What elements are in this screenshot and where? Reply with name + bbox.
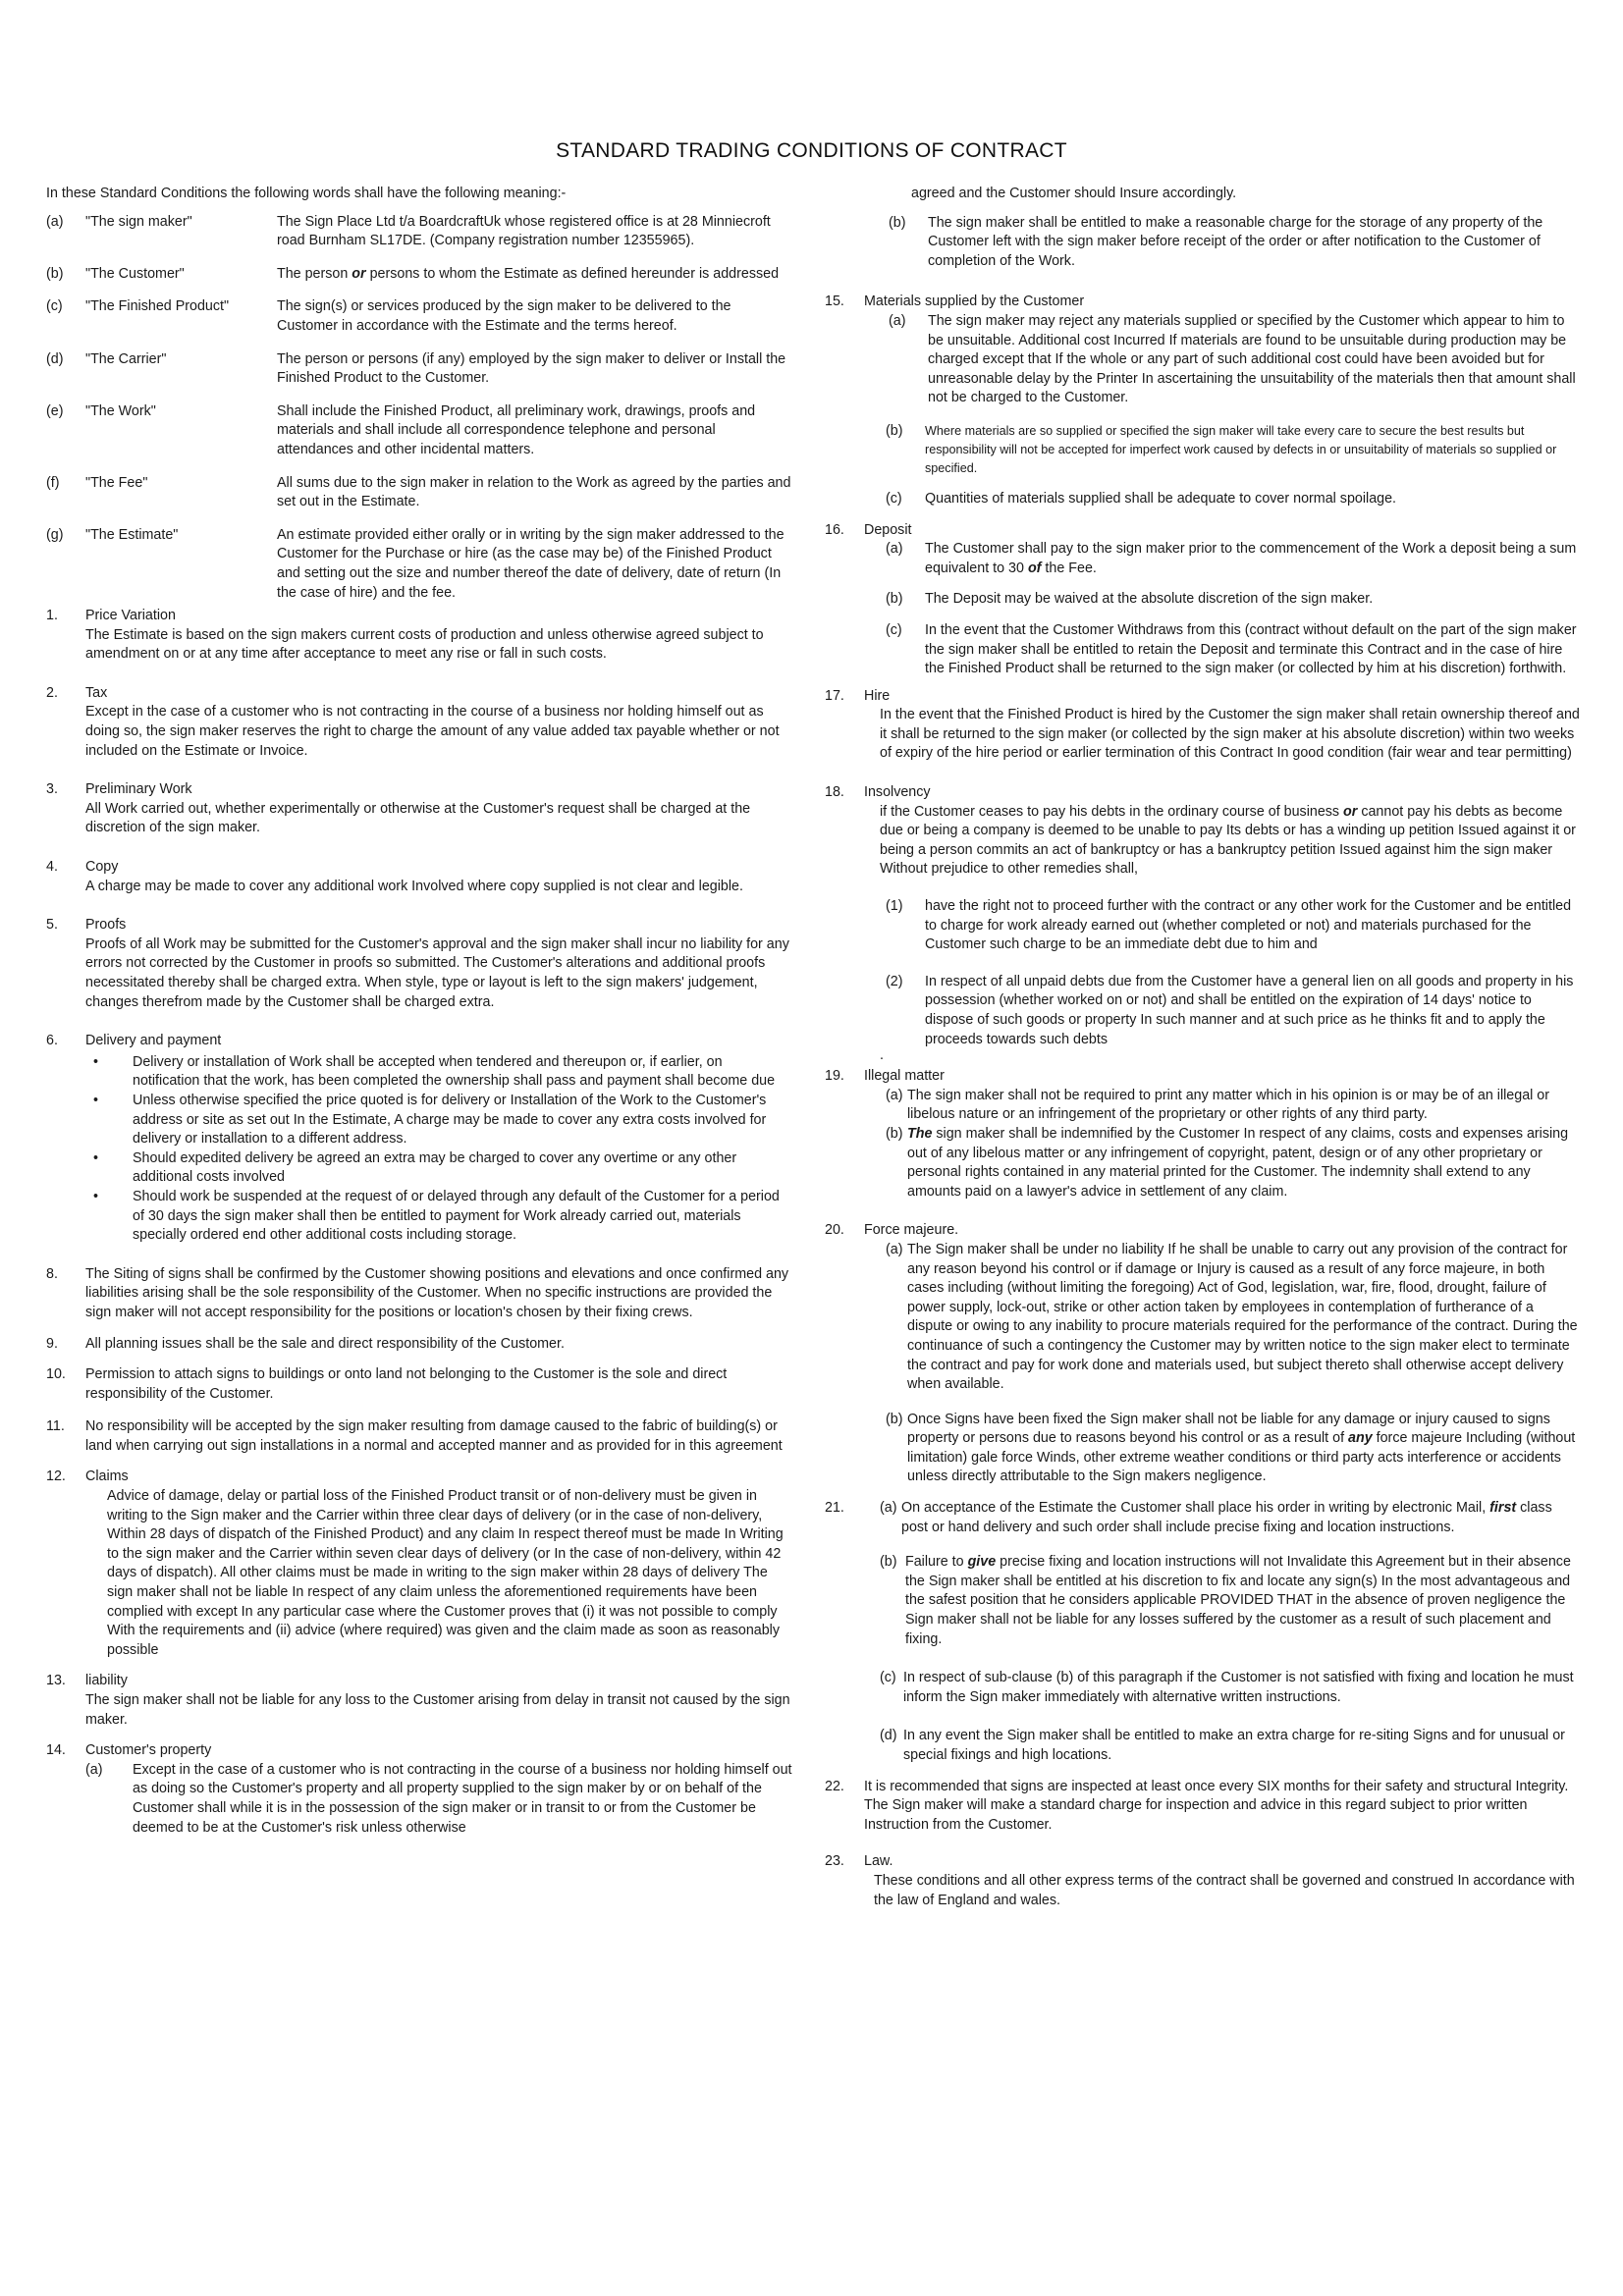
definition-text: An estimate provided either orally or in writing by the sign maker addressed to the Customer for the Purchase or hire (as the case may be) of the Finished Product and setting out the size and number thereof the date of delivery, date of return (In the case of hire) and the fee. (277, 526, 784, 601)
text-part: Once Signs have been fixed the Sign maker shall not be liable for any damage or injury caused to signs property or persons due to reasons beyond his control or as a result of (907, 1411, 1550, 1447)
section-number: 15. (825, 294, 844, 310)
section-siting (46, 1265, 792, 1323)
section-force-majeure (825, 1221, 1581, 1487)
definition-label: (e) (46, 402, 64, 419)
section-copy (46, 858, 792, 896)
section-text: Permission to attach signs to buildings or onto land not belonging to the Customer is the sole and direct responsibility of the Customer. (85, 1366, 728, 1402)
bullet-icon: • (93, 1188, 99, 1204)
subclause-label: (a) (886, 1241, 903, 1257)
emphasis: or (1343, 803, 1358, 820)
text-part: precise fixing and location instructions will not Invalidate this Agreement but in their absence the Sign maker shall be entitled at his discretion to fix and locate any sign(s) In the most advantageous and the safest position that he considers applicable PROVIDED THAT in the absence of proven negligence the Sign maker shall not be liable for any losses suffered by the customer as a result of such placement and fixing. (905, 1554, 1571, 1647)
emphasis: of (1027, 560, 1042, 576)
subclause-text: Quantities of materials supplied shall be adequate to cover normal spoilage. (925, 490, 1397, 507)
subclause-text: In any event the Sign maker shall be entitled to make an extra charge for re-siting Signs and for unusual or special fixings and high locations. (903, 1728, 1565, 1763)
section-tax (46, 684, 792, 761)
list-item-text: Should expedited delivery be agreed an extra may be charged to cover any overtime or any other additional costs involved (133, 1149, 737, 1186)
section-hire (825, 687, 1581, 764)
subclause (825, 1087, 1581, 1125)
definition-label: (g) (46, 526, 64, 543)
subclause (825, 973, 1581, 1049)
section-proofs (46, 916, 792, 1012)
subclause (825, 1727, 1581, 1765)
section-delivery-payment (46, 1032, 792, 1246)
section-title: Delivery and payment (85, 1033, 222, 1049)
section-number: 4. (46, 859, 58, 876)
subclause-label: (b) (886, 1125, 903, 1142)
subclause (825, 490, 1581, 509)
subclause-text: The Sign maker shall be under no liability If he shall be unable to carry out any provision of the contract for any reason beyond his control or if damage or Injury is caused as a result of any force majeure, in both cases including (without limiting the foregoing) Act of God, legislation, war, fire, flood, drought, failure of power supply, lock-out, strike or other action taken by employees in contemplation of furtherance of a dispute or owing to any inability to procure materials required for the performance of the contract. During the continuance of such a contingency the Customer may by written notice to the sign maker elect to terminate the contract and pay for work done and materials used, but subject thereto shall otherwise accept delivery when available. (907, 1241, 1578, 1393)
definition-label: (d) (46, 350, 64, 367)
definition-row (46, 297, 792, 336)
section-materials (825, 293, 1581, 508)
section-permission (46, 1365, 792, 1404)
subclause (825, 1553, 1581, 1649)
definition-text: Shall include the Finished Product, all preliminary work, drawings, proofs and materials and shall include all correspondence telephone and personal attendances and other incidental matters. (277, 402, 756, 457)
subclause-label: (a) (889, 312, 906, 329)
emphasis: give (967, 1554, 997, 1571)
subclause (825, 1499, 1581, 1537)
section-number: 17. (825, 687, 844, 704)
section-deposit (825, 521, 1581, 679)
section-number: 21. (825, 1500, 844, 1517)
continued-text: agreed and the Customer should Insure accordingly. (911, 186, 1237, 201)
section-planning (46, 1335, 792, 1355)
section-number: 18. (825, 784, 844, 801)
section-number: 19. (825, 1068, 844, 1085)
section-customer-property (46, 1741, 792, 1838)
definition-text: The Sign Place Ltd t/a BoardcraftUk whose registered office is at 28 Minniecroft road Burnham SL17DE. (Company registration number 12355965). (277, 213, 771, 249)
section-title: liability (85, 1673, 128, 1689)
section-text: No responsibility will be accepted by the sign maker resulting from damage caused to the fabric of building(s) or land when carrying out sign installations in a normal and accepted manner and as provided for in this agreement (85, 1418, 783, 1454)
definition-term: "The Customer" (85, 265, 185, 282)
section-body: A charge may be made to cover any additional work Involved where copy supplied is not clear and legible. (85, 878, 743, 894)
section-claims (46, 1468, 792, 1660)
list-item-text: Delivery or installation of Work shall be accepted when tendered and thereupon or, if earlier, on notification that the work, has been completed the ownership shall pass and payment shall become due (133, 1053, 776, 1090)
list-item (93, 1092, 792, 1149)
text-part: if the Customer ceases to pay his debts in the ordinary course of business (880, 803, 1344, 820)
subclause (825, 312, 1581, 408)
subclause-label: (c) (880, 1670, 896, 1686)
subclause (825, 1411, 1581, 1487)
section-insolvency (825, 783, 1581, 1064)
subclause-text (925, 540, 1581, 578)
subclause-label: (b) (889, 214, 906, 231)
bullet-list (46, 1053, 792, 1246)
subclause-label: (1) (886, 898, 903, 915)
section-title: Claims (85, 1468, 129, 1485)
section-orders (825, 1499, 1581, 1766)
subclause (825, 1125, 1581, 1201)
section-number: 2. (46, 684, 58, 701)
definition-term: "The Estimate" (85, 526, 179, 543)
section-title: Insolvency (864, 784, 931, 801)
emphasis: any (1348, 1430, 1373, 1447)
subclause-label: (a) (880, 1500, 897, 1517)
subclause-label: (b) (886, 1411, 903, 1427)
section-body: Except in the case of a customer who is not contracting in the course of a business nor holding himself out as doing so, the sign maker reserves the right to charge the amount of any value added tax payable whether or not included on the Estimate or Invoice. (85, 704, 780, 759)
section-law (825, 1852, 1581, 1910)
section-title: Illegal matter (864, 1068, 945, 1085)
definition-label: (a) (46, 213, 64, 230)
subclause-label: (c) (886, 621, 902, 638)
bullet-icon: • (93, 1092, 99, 1108)
subclause (825, 214, 1581, 272)
list-item (93, 1188, 792, 1246)
subclause-label: (a) (85, 1761, 103, 1778)
emphasis: first (1489, 1500, 1517, 1517)
definition-term: "The Carrier" (85, 350, 167, 367)
subclause-text: In respect of all unpaid debts due from the Customer have a general lien on all goods and property in his possession (whether worked on or not) and shall be entitled on the expiration of 14 days' notice to dispose of such goods or property In such manner and at such price as he thinks fit and to apply the proceeds towards such debts (925, 973, 1574, 1047)
text-part: the Fee. (1041, 560, 1097, 576)
section-preliminary-work (46, 780, 792, 838)
definition-row (46, 402, 792, 460)
definition-text: The person or persons (if any) employed by the sign maker to deliver or Install the Finished Product to the Customer. (277, 350, 786, 387)
section-number: 5. (46, 917, 58, 934)
section-title: Materials supplied by the Customer (864, 294, 1085, 310)
emphasis: The (907, 1125, 933, 1142)
subclause-text: The sign maker shall not be required to print any matter which in his opinion is or may be of an illegal or libelous nature or an infringement of the proprietary or other rights of any third party. (907, 1087, 1550, 1123)
section-number: 14. (46, 1742, 66, 1759)
subclause-label: (d) (880, 1728, 897, 1744)
emphasis: or (352, 265, 366, 282)
subclause-text (901, 1499, 1581, 1537)
subclause-text (907, 1411, 1581, 1487)
section-number: 8. (46, 1265, 58, 1282)
section-title: Hire (864, 687, 891, 704)
subclause-label: (2) (886, 973, 903, 989)
section-title: Law. (864, 1853, 893, 1870)
subclause (825, 897, 1581, 955)
section-body: All Work carried out, whether experimentally or otherwise at the Customer's request shall be charged at the discretion of the sign maker. (85, 800, 751, 836)
section-number: 9. (46, 1335, 58, 1352)
text-part: The Customer shall pay to the sign maker prior to the commencement of the Work a deposit being a sum equivalent to 30 (925, 541, 1577, 576)
subclause (825, 1241, 1581, 1395)
section-number: 1. (46, 608, 58, 624)
section-text: It is recommended that signs are inspected at least once every SIX months for their safety and structural Integrity. The Sign maker will make a standard charge for inspection and advice in this regard subject to prior written Instruction from the Customer. (864, 1778, 1569, 1833)
section-number: 11. (46, 1418, 65, 1435)
section-title: Force majeure. (864, 1222, 959, 1239)
section-body: These conditions and all other express terms of the contract shall be governed and construed In accordance with the law of England and wales. (874, 1872, 1575, 1908)
subclause-text: In respect of sub-clause (b) of this paragraph if the Customer is not satisfied with fixing and location he must inform the Sign maker immediately with alternative written instructions. (903, 1670, 1574, 1705)
document-title: STANDARD TRADING CONDITIONS OF CONTRACT (556, 139, 1067, 162)
definition-row (46, 213, 792, 251)
definition-row (46, 350, 792, 389)
intro-text: In these Standard Conditions the following words shall have the following meaning:- (46, 186, 567, 201)
subclause-label: (a) (886, 1087, 903, 1103)
definition-term: "The sign maker" (85, 213, 192, 230)
left-column (46, 185, 792, 1849)
section-number: 23. (825, 1853, 844, 1870)
section-number: 12. (46, 1468, 66, 1485)
definition-row (46, 526, 792, 603)
text-part: On acceptance of the Estimate the Customer shall place his order in writing by electronic Mail, (901, 1500, 1490, 1517)
subclause-label: (c) (886, 490, 902, 507)
subclause (825, 621, 1581, 679)
section-text: All planning issues shall be the sale and direct responsibility of the Customer. (85, 1335, 565, 1352)
section-number: 6. (46, 1033, 58, 1049)
definition-term: "The Fee" (85, 474, 148, 491)
section-price-variation (46, 607, 792, 665)
text-part: Failure to (905, 1554, 968, 1571)
list-item (93, 1149, 792, 1188)
list-item-text: Unless otherwise specified the price quoted is for delivery or Installation of the Work to the Customer's address or site as set out In the Estimate, A charge may be made to cover any extra costs involved for delivery or installation to a different address. (133, 1092, 767, 1148)
subclause-label: (b) (880, 1554, 897, 1571)
definition-label: (c) (46, 298, 63, 315)
definitions-list (46, 213, 792, 604)
text-part: cannot pay his debts as become due or being a company is deemed to be unable to pay Its debts or has a winding up petition Issued against it or being a person commits an act of bankruptcy or has a bankruptcy petition Issued against him the sign maker Without prejudice to other remedies shall, (880, 803, 1576, 878)
subclause-text: Except in the case of a customer who is not contracting in the course of a business nor holding himself out as doing so the Customer's property and all property supplied to the sign maker by or on behalf of the Customer shall while it is in the possession of the sign maker or in transit to or from the Customer be deemed to be at the Customer's risk unless otherwise (133, 1761, 792, 1836)
definition-label: (b) (46, 265, 64, 282)
right-column (825, 185, 1581, 1930)
subclause-text (907, 1125, 1581, 1201)
section-body: Proofs of all Work may be submitted for the Customer's approval and the sign maker shall incur no liability for any errors not corrected by the Customer in proofs so submitted. The Customer's alterations and additional proofs necessitated thereby shall be charged extra. When style, type or layout is left to the sign makers' judgement, changes therefrom made by the Customer shall be charged extra. (85, 935, 789, 1010)
definition-term: "The Work" (85, 402, 156, 419)
section-title: Tax (85, 684, 108, 701)
subclause-text (905, 1553, 1581, 1649)
subclause-text: have the right not to proceed further with the contract or any other work for the Customer and be entitled to charge for work already earned out (whether completed or not) and materials purchased for the Customer such charge to be an immediate debt due to him and (925, 898, 1572, 953)
section-title: Deposit (864, 521, 912, 538)
text-part: sign maker shall be indemnified by the Customer In respect of any claims, costs and expenses arising out of any libelous matter or any infringement of copyright, patent, design or of any other proprietary or personal rights contained in any material printed for the Customer. The indemnity shall extend to any amounts paid on a lawyer's advice in settlement of any claim. (907, 1125, 1569, 1200)
definition-row (46, 265, 792, 285)
definition-term: "The Finished Product" (85, 298, 230, 315)
section-number: 16. (825, 521, 844, 538)
list-item-text: Should work be suspended at the request of or delayed through any default of the Customer for a period of 30 days the sign maker shall then be entitled to payment for Work already carried out, materials specially ordered end other additional costs including storage. (133, 1188, 780, 1244)
definition-label: (f) (46, 474, 60, 491)
section-number: 22. (825, 1778, 844, 1794)
section-title: Proofs (85, 917, 127, 934)
definition-text: The sign(s) or services produced by the sign maker to be delivered to the Customer in accordance with the Estimate and the terms hereof. (277, 298, 731, 334)
text-part: force majeure Including (without limitation) gale force Winds, other extreme weather conditions or third party acts interference or accidents unless directly attributable to the Sign makers negligence. (907, 1430, 1576, 1485)
subclause (825, 422, 1581, 478)
definition-text: All sums due to the sign maker in relation to the Work as agreed by the parties and set out in the Estimate. (277, 474, 791, 510)
subclause-label: (b) (886, 422, 903, 439)
section-number: 13. (46, 1673, 66, 1689)
subclause-text: The sign maker shall be entitled to make a reasonable charge for the storage of any property of the Customer left with the sign maker before receipt of the order or after notification to the Customer of completion of the Work. (928, 214, 1543, 269)
subclause (825, 590, 1581, 610)
stray-mark: . (880, 1047, 884, 1064)
section-liability (46, 1672, 792, 1730)
section-title: Customer's property (85, 1742, 212, 1759)
section-body: The Estimate is based on the sign makers current costs of production and unless otherwise agreed subject to amendment on or at any time after acceptance to meet any rise or fall in such costs. (85, 626, 764, 663)
section-illegal-matter (825, 1067, 1581, 1201)
section-inspection (825, 1778, 1581, 1836)
section-number: 3. (46, 781, 58, 798)
subclause (825, 1669, 1581, 1707)
subclause-text: The sign maker may reject any materials supplied or specified by the Customer which appear to him to be unsuitable. Additional cost Incurred If materials are found to be unsuitable during production may be charged except that If the whole or any part of such additional cost could have been avoided but for unreasonable delay by the Printer In ascertaining the unsuitability of the materials then that amount shall not be charged to the Customer. (928, 312, 1576, 406)
subclause-label: (b) (886, 591, 903, 608)
list-item (93, 1053, 792, 1092)
subclause (46, 1761, 792, 1838)
subclause-label: (a) (886, 541, 903, 558)
definition-row (46, 474, 792, 512)
section-text: The Siting of signs shall be confirmed by the Customer showing positions and elevations and once confirmed any liabilities arising shall be the sole responsibility of the Customer. When no specific instructions are provided the sign maker will not accept responsibility for the positions or location's chosen by their fixing crews. (85, 1265, 789, 1320)
section-responsibility (46, 1417, 792, 1456)
subclause-text: Where materials are so supplied or specified the sign maker will take every care to secure the best results but responsibility will not be accepted for imperfect work caused by defects in or unsuitability of materials so supplied or specified. (925, 423, 1557, 475)
section-number: 20. (825, 1222, 844, 1239)
text-part: class post or hand delivery and such order shall include precise fixing and location instructions. (901, 1500, 1552, 1535)
section-number: 10. (46, 1366, 66, 1383)
subclause (825, 540, 1581, 578)
section-title: Copy (85, 859, 119, 876)
section-title: Price Variation (85, 608, 176, 624)
section-body: Advice of damage, delay or partial loss of the Finished Product transit or of non-delivery must be given in writing to the Sign maker and the Carrier within three clear days of delivery (or in the case of non-delivery, Within 28 days of dispatch of the Finished Product) and any claim In respect thereof must be made In Writing to the sign maker and the Carrier within seven clear days of delivery (or In the case of non-delivery, within 42 days of dispatch). All other claims must be made in writing to the sign maker within 28 days of delivery The sign maker shall not be liable In respect of any claim unless the aforementioned requirements have been complied with except In any particular case where the Customer proves that (i) it was not possible to comply With the requirements and (ii) advice (where required) was given and the claim made as soon as reasonably possible (107, 1488, 784, 1658)
section-body: In the event that the Finished Product is hired by the Customer the sign maker shall retain ownership thereof and it shall be returned to the sign maker (or collected by the sign maker at his absolute discretion) within two weeks of expiry of the hire period or earlier termination of this Contract In good condition (fair wear and tear permitting) (880, 707, 1580, 762)
text-part: persons to whom the Estimate as defined hereunder is addressed (365, 265, 780, 282)
bullet-icon: • (93, 1053, 99, 1070)
section-body: The sign maker shall not be liable for any loss to the Customer arising from delay in transit not caused by the sign maker. (85, 1692, 790, 1728)
subclause-text: In the event that the Customer Withdraws from this (contract without default on the part of the sign maker the sign maker shall be entitled to retain the Deposit and terminate this Contract and in the case of hire the Finished Product shall be returned to the sign maker (or collected by him at his discretion) forthwith. (925, 621, 1577, 677)
text-part: The person (277, 265, 352, 282)
definition-text (277, 265, 792, 285)
section-body (825, 803, 1581, 880)
subclause-text: The Deposit may be waived at the absolute discretion of the sign maker. (925, 591, 1374, 608)
bullet-icon: • (93, 1149, 99, 1166)
section-title: Preliminary Work (85, 781, 192, 798)
